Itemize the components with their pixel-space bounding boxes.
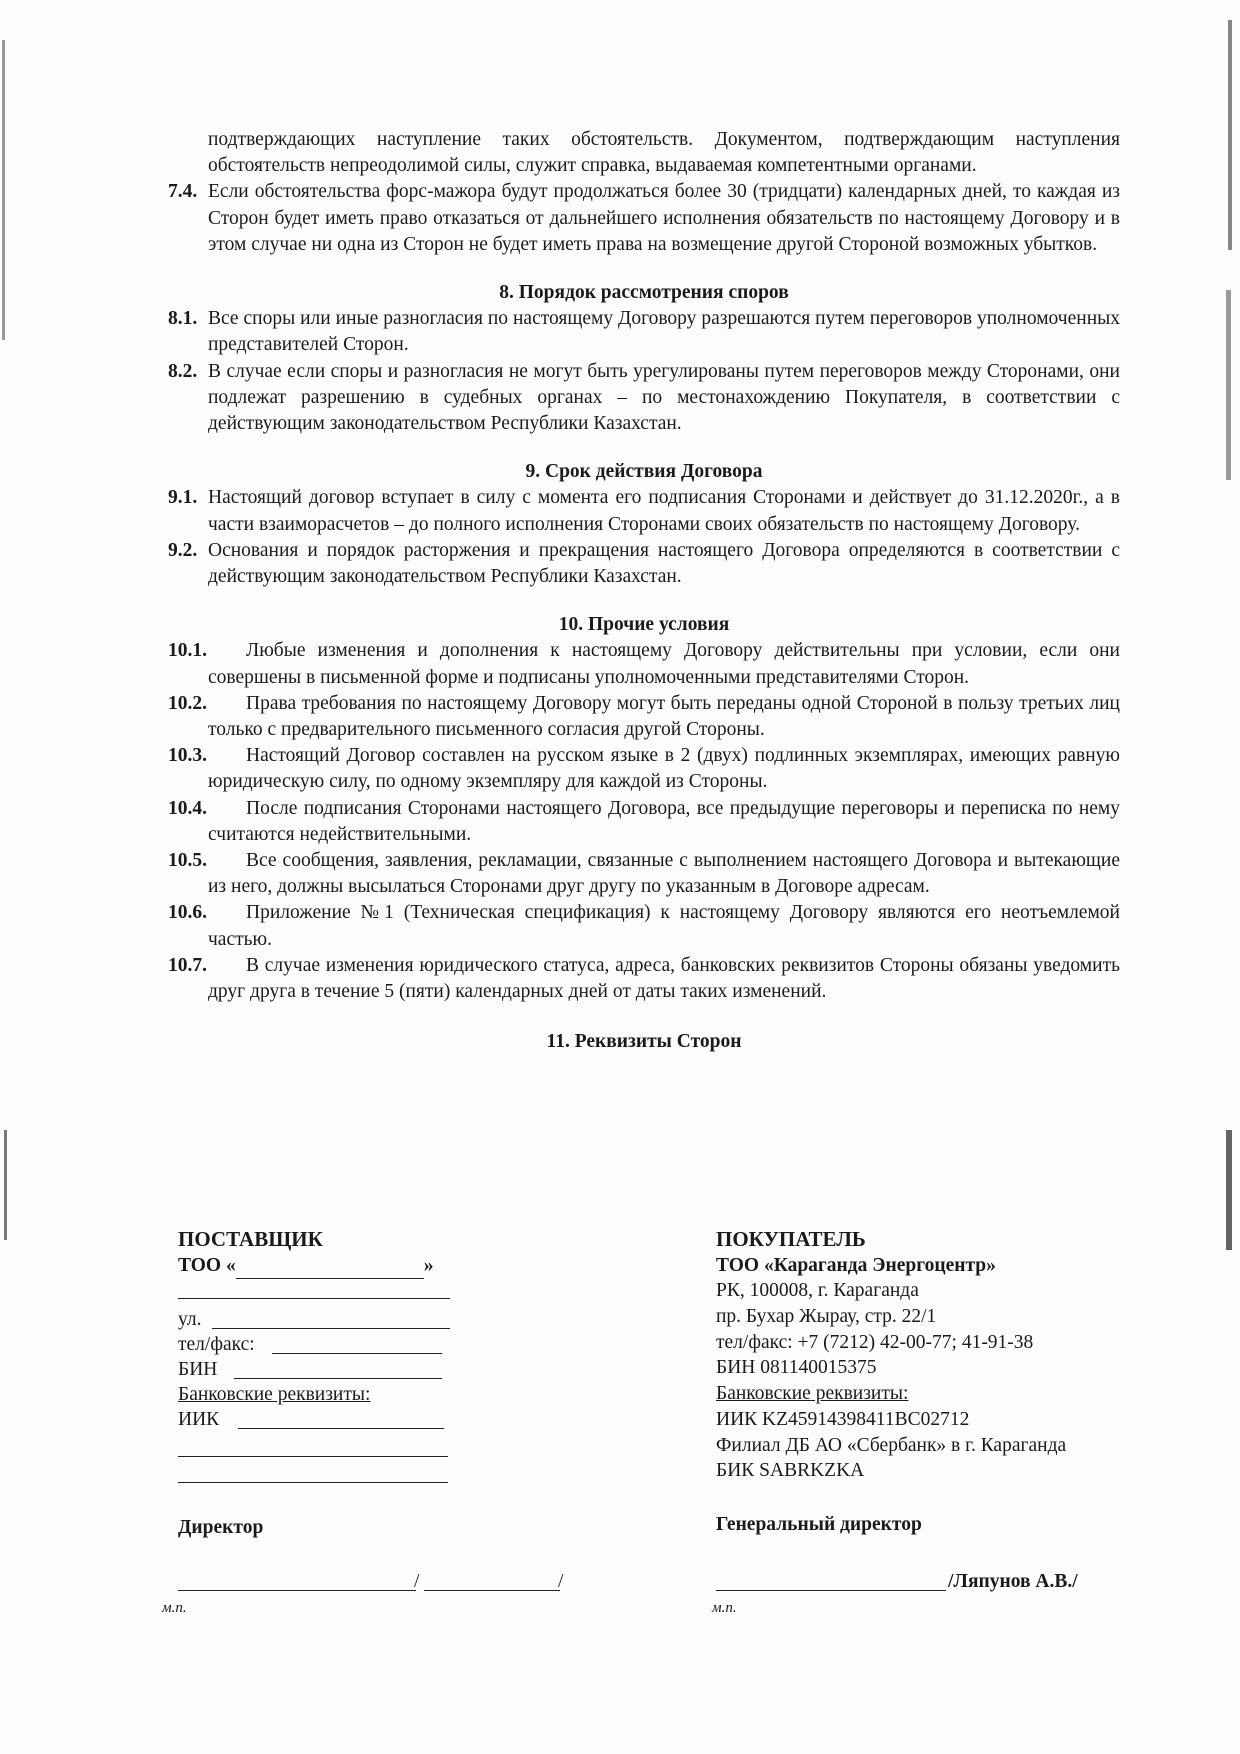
scan-edge-mark (2, 40, 5, 340)
clause-number: 10.4. (168, 797, 207, 819)
supplier-blank-line (178, 1298, 450, 1299)
clause-10-7 (168, 953, 1120, 1005)
buyer-role: Генеральный директор (716, 1514, 922, 1535)
clause-number: 10.1. (168, 640, 207, 662)
clause-text: Настоящий Договор составлен на русском языке в 2 (двух) подлинных экземплярах, имеющих равную юридическую силу, по одному экземпляру для каждой из Стороны. (208, 745, 1120, 793)
clause-8-2 (168, 359, 1120, 438)
clause-text: Если обстоятельства форс-мажора будут продолжаться более 30 (тридцати) календарных дней, то каждая из Сторон будет иметь право отказаться от дальнейшего исполнения обязательств по настоящему Договору и в этом случае ни одна из Сторон не будет иметь права на возмещение другой Стороной возможных убытков. (208, 181, 1120, 255)
supplier-phone-line (272, 1353, 442, 1354)
clause-number: 7.4. (168, 181, 198, 203)
clause-number: 10.2. (168, 692, 207, 714)
supplier-org-blank (236, 1254, 424, 1279)
clause-10-5 (168, 848, 1120, 900)
supplier-slash: / (558, 1571, 564, 1592)
clause-7-4 (168, 179, 1120, 258)
clause-number: 10.3. (168, 745, 207, 767)
supplier-org-prefix: ТОО « (178, 1255, 236, 1276)
buyer-title: ПОКУПАТЕЛЬ (716, 1227, 866, 1251)
clause-number: 9.1. (168, 487, 198, 509)
section-9-heading: 9. Срок действия Договора (525, 461, 763, 483)
clause-10-6 (168, 900, 1120, 952)
clause-text: Любые изменения и дополнения к настоящему Договору действительны при условии, если они совершены в письменной форме и подписаны уполномоченными представителями Сторон. (208, 640, 1120, 688)
supplier-phone-label: тел/факс: (178, 1334, 255, 1355)
buyer-iik: ИИК KZ45914398411BC02712 (716, 1409, 970, 1430)
supplier-stamp-place: м.п. (162, 1600, 187, 1616)
clause-text: Основания и порядок расторжения и прекращения настоящего Договора определяются в соответствии с действующим законодательством Республики Казахстан. (208, 539, 1120, 588)
buyer-bank-label: Банковские реквизиты: (716, 1383, 909, 1404)
buyer-signature-line (716, 1590, 946, 1591)
buyer-address-1: РК, 100008, г. Караганда (716, 1280, 919, 1301)
buyer-org: ТОО «Караганда Энергоцентр» (716, 1255, 996, 1276)
supplier-name-line (424, 1590, 560, 1591)
buyer-signer: /Ляпунов А.В./ (948, 1571, 1078, 1592)
supplier-bank-line (178, 1456, 448, 1457)
clause-number: 8.2. (168, 360, 198, 382)
clause-text: Права требования по настоящему Договору могут быть переданы одной Стороной в пользу третьих лиц только с предварительного письменного согласия другой Стороны. (208, 692, 1120, 741)
contract-text (168, 127, 1120, 1056)
clause-9-2 (168, 538, 1120, 590)
section-8-heading: 8. Порядок рассмотрения споров (499, 282, 789, 304)
buyer-bank-branch: Филиал ДБ АО «Сбербанк» в г. Караганда (716, 1435, 1067, 1456)
supplier-bin-label: БИН (178, 1359, 218, 1380)
clause-9-1 (168, 485, 1120, 537)
clause-number: 10.7. (168, 954, 207, 976)
buyer-phone: тел/факс: +7 (7212) 42-00-77; 41-91-38 (716, 1332, 1034, 1353)
clause-text: Настоящий договор вступает в силу с момента его подписания Сторонами и действует до 31.12.2020г., а в части взаиморасчетов – до полного исполнения Сторонами своих обязательств по настоящему Договору. (208, 487, 1120, 535)
buyer-bin: БИН 081140015375 (716, 1357, 877, 1378)
supplier-bank-line (178, 1482, 448, 1483)
supplier-role: Директор (178, 1517, 264, 1538)
buyer-stamp-place: м.п. (712, 1600, 737, 1616)
supplier-bin-line (234, 1378, 442, 1379)
clause-number: 10.6. (168, 902, 207, 924)
clause-8-1 (168, 306, 1120, 358)
supplier-street-label: ул. (178, 1309, 202, 1330)
clause-text: Приложение №1 (Техническая спецификация) к настоящему Договору являются его неотъемлемой частью. (208, 902, 1120, 950)
clause-10-3 (168, 743, 1120, 795)
clause-10-2 (168, 691, 1120, 743)
buyer-address-2: пр. Бухар Жырау, стр. 22/1 (716, 1306, 937, 1327)
clause-text: В случае изменения юридического статуса, адреса, банковских реквизитов Стороны обязаны уведомить друг друга в течение 5 (пяти) календарных дней от даты таких изменений. (208, 954, 1120, 1003)
clause-text: В случае если споры и разногласия не могут быть урегулированы путем переговоров между Сторонами, они подлежат разрешению в судебных органах – по местонахождению Покупателя, в соответствии с действующим законодательством Республики Казахстан. (208, 360, 1120, 435)
clause-number: 8.1. (168, 308, 198, 330)
scan-edge-mark (1226, 290, 1231, 480)
clause-text: После подписания Сторонами настоящего Договора, все предыдущие переговоры и переписка по нему считаются недействительными. (208, 797, 1120, 845)
clause-number: 10.5. (168, 850, 207, 872)
scan-edge-mark (4, 1130, 7, 1240)
scan-edge-mark (1226, 1130, 1232, 1250)
clause-text: Все споры или иные разногласия по настоящему Договору разрешаются путем переговоров уполномоченных представителей Сторон. (208, 308, 1120, 356)
paragraph-fragment (168, 127, 1120, 179)
supplier-title: ПОСТАВЩИК (178, 1227, 323, 1251)
section-10-heading: 10. Прочие условия (558, 614, 730, 636)
clause-10-1 (168, 638, 1120, 690)
supplier-iik-label: ИИК (178, 1409, 220, 1430)
clause-number: 9.2. (168, 539, 198, 561)
supplier-org-suffix: » (423, 1255, 434, 1276)
supplier-signature-line (178, 1590, 416, 1591)
supplier-bank-label: Банковские реквизиты: (178, 1384, 371, 1405)
fragment-text: подтверждающих наступление таких обстоятельств. Документом, подтверждающим наступления обстоятельств непреодолимой силы, служит справка, выдаваемая компетентными органами. (208, 129, 1120, 177)
supplier-slash: / (414, 1571, 420, 1592)
buyer-bik: БИК SABRKZKA (716, 1460, 865, 1481)
supplier-org-line (178, 1254, 433, 1279)
supplier-iik-line (238, 1428, 444, 1429)
section-11-heading: 11. Реквизиты Сторон (546, 1031, 742, 1053)
clause-text: Все сообщения, заявления, рекламации, связанные с выполнением настоящего Договора и вытекающие из него, должны высылаться Сторонами друг другу по указанным в Договоре адресам. (208, 850, 1120, 898)
clause-10-4 (168, 796, 1120, 848)
scan-edge-mark (1228, 20, 1232, 250)
supplier-street-line (212, 1328, 450, 1329)
